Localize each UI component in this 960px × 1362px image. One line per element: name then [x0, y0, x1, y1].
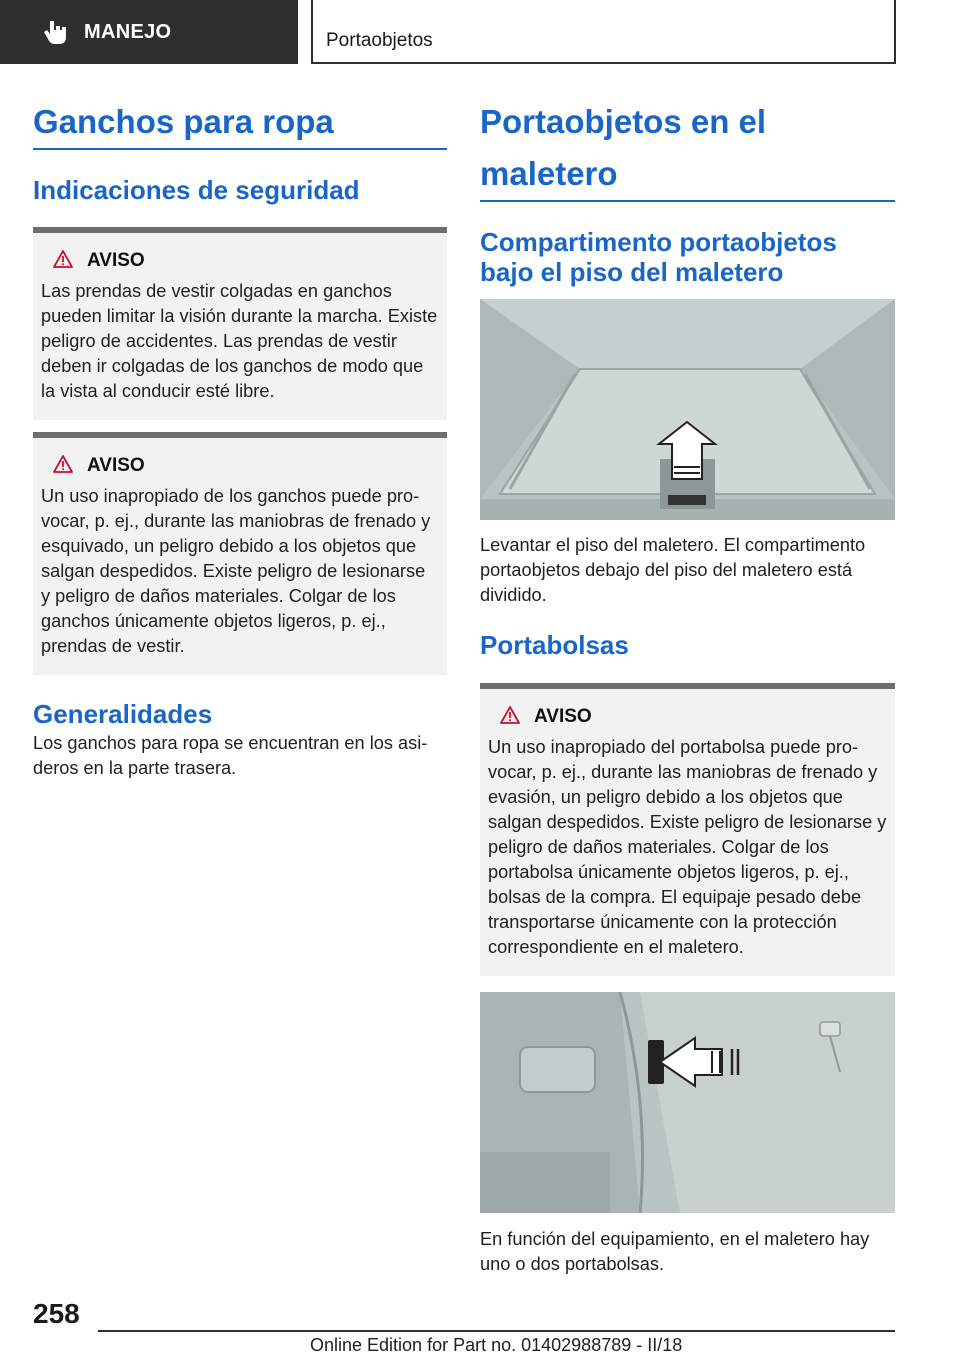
page-title: Portaobjetos [326, 30, 433, 51]
footer-rule [98, 1330, 895, 1332]
warning-triangle-icon [53, 250, 73, 273]
section-tab [0, 0, 298, 64]
subheading-safety: Indicaciones de seguridad [33, 175, 360, 205]
heading-clothes-hooks: Ganchos para ropa [33, 96, 447, 150]
warning-text: Un uso inapropiado de los ganchos puede pro‐vocar, p. ej., durante las maniobras de frenado y esquivado, un peligro debido a los objetos que salgan despedidos. Existe peligro de lesionarse y peligro de daños materiales. Colgar de los ganchos únicamente objetos ligeros, p. ej., prendas de vestir. [41, 486, 431, 656]
subheading-compartment: Compartimento portaobjetos bajo el piso del maletero [480, 227, 837, 287]
warning-triangle-icon [500, 706, 520, 729]
warning-box [33, 227, 447, 420]
warning-label: AVISO [87, 250, 145, 271]
subheading-bag-holders: Portabolsas [480, 630, 629, 660]
steering-hand-icon [38, 14, 74, 50]
warning-label: AVISO [534, 706, 592, 727]
warning-text: Las prendas de vestir colgadas en ganchos pueden limitar la visión durante la marcha. Existe peligro de accidentes. Las prendas de vestir deben ir colgadas de los ganchos de modo que la vista al conducir esté libre. [41, 281, 438, 401]
subheading-general: Generalidades [33, 699, 213, 729]
warning-box [480, 683, 895, 976]
warning-box [33, 432, 447, 675]
compartment-text: Levantar el piso del maletero. El compartimento portaobjetos debajo del piso del maletero está dividido. [480, 535, 866, 605]
edition-note: Online Edition for Part no. 01402988789 - II/18 [310, 1335, 683, 1355]
heading-trunk-storage: Portaobjetos en el maletero [480, 96, 895, 202]
warning-triangle-icon [53, 455, 73, 478]
warning-header [53, 454, 439, 478]
warning-label: AVISO [87, 455, 145, 476]
section-label: MANEJO [84, 20, 172, 43]
left-column [33, 96, 447, 781]
page-number: 258 [33, 1298, 80, 1329]
trunk-floor-image [480, 299, 895, 520]
warning-header [500, 705, 887, 729]
warning-text: Un uso inapropiado del portabolsa puede pro‐vocar, p. ej., durante las maniobras de frenado y evasión, un peligro debido a los objetos que salgan despedidos. Existe peligro de lesionarse y peligro de daños materiales. Colgar de los portabolsa únicamente objetos ligeros, p. ej., bolsas de la compra. El equipaje pesado debe transportarse únicamente con la protección correspondiente en el maletero. [488, 737, 887, 957]
right-column [480, 96, 895, 1277]
bag-holders-text: En función del equipamiento, en el maletero hay uno o dos portabolsas. [480, 1229, 870, 1274]
general-text: Los ganchos para ropa se encuentran en los asi‐deros en la parte trasera. [33, 733, 428, 778]
bag-holder-image [480, 992, 895, 1213]
warning-header [53, 249, 439, 273]
